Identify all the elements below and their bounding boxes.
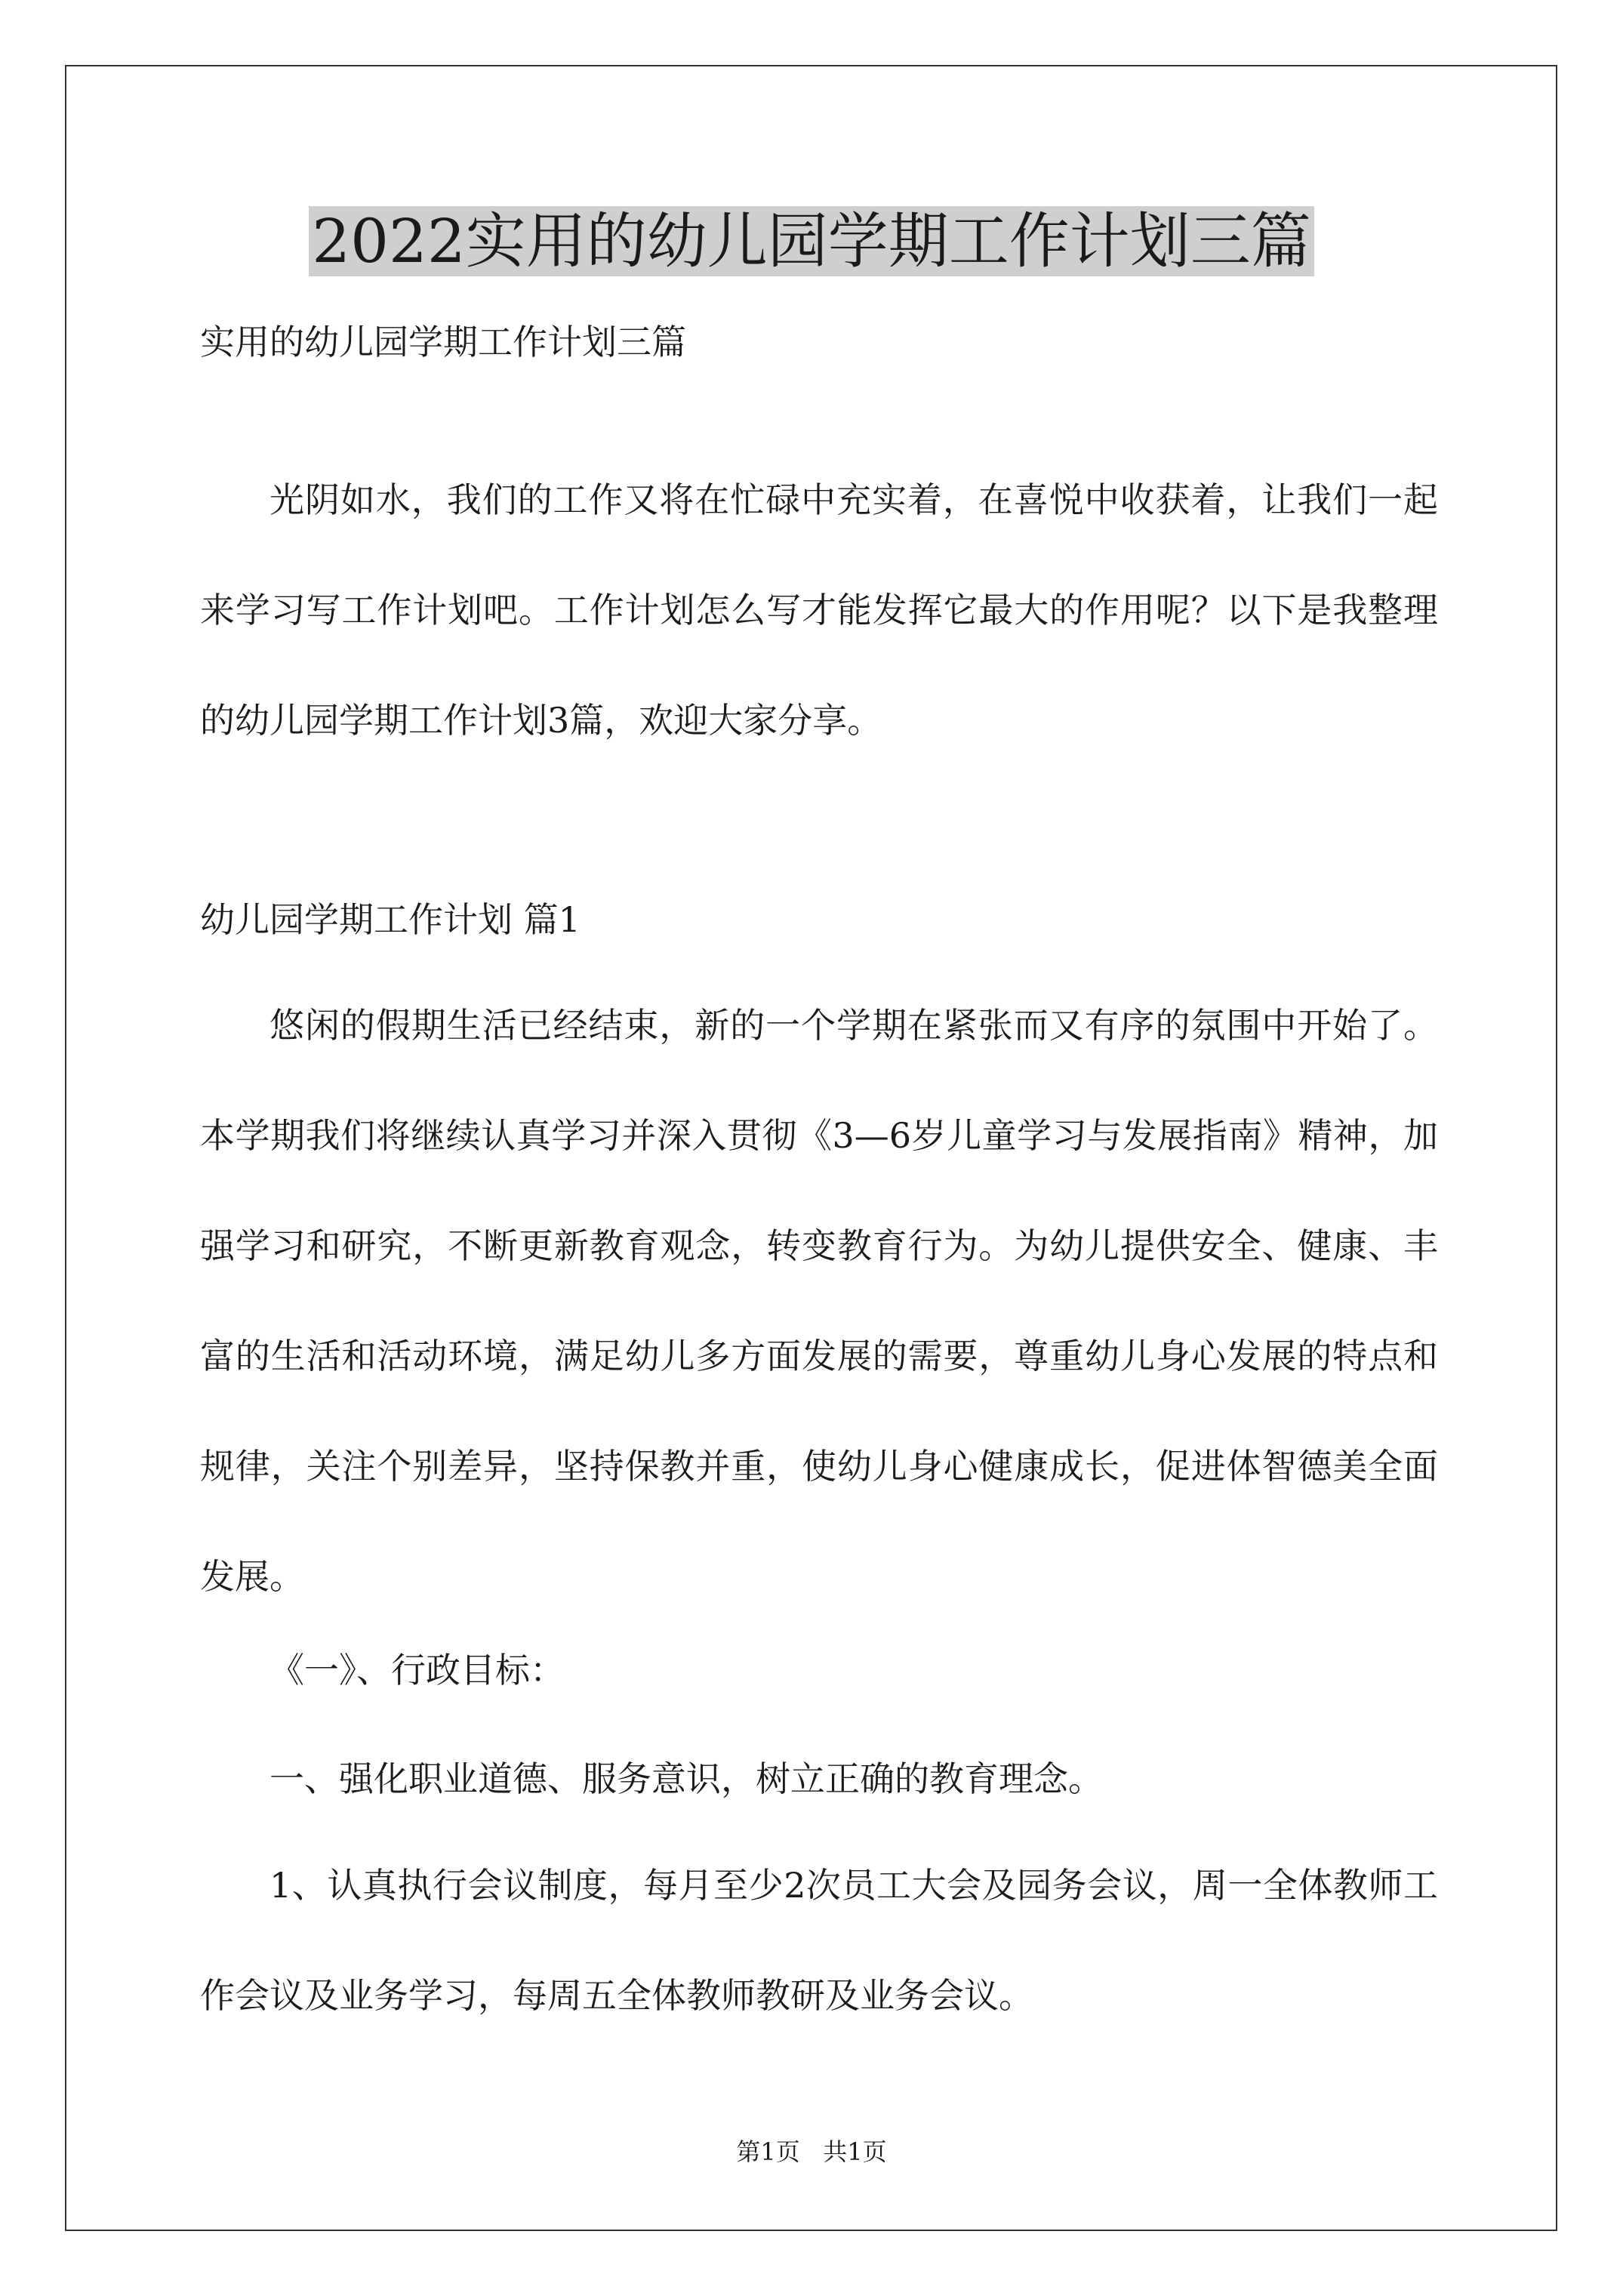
section-body-paragraph: 悠闲的假期生活已经结束，新的一个学期在紧张而又有序的氛围中开始了。本学期我们将继续认真学习并深入贯彻《3—6岁儿童学习与发展指南》精神，加强学习和研究，不断更新教育观念，转变教育行为。为幼儿提供安全、健康、丰富的生活和活动环境，满足幼儿多方面发展的需要，尊重幼儿身心发展的特点和规律，关注个别差异，坚持保教并重，使幼儿身心健康成长，促进体智德美全面发展。 (200, 1005, 1438, 1597)
item-one-paragraph: 1、认真执行会议制度，每月至少2次员工大会及园务会议，周一全体教师工作会议及业务学习，每周五全体教师教研及业务会议。 (200, 1865, 1438, 2016)
admin-goals-heading: 《一》、行政目标： (269, 1650, 565, 1690)
goal-one-paragraph: 一、强化职业道德、服务意识，树立正确的教育理念。 (269, 1758, 1103, 1799)
intro-paragraph: 光阴如水，我们的工作又将在忙碌中充实着，在喜悦中收获着，让我们一起来学习写工作计划吧。工作计划怎么写才能发挥它最大的作用呢？以下是我整理的幼儿园学期工作计划3篇，欢迎大家分享。 (200, 479, 1438, 741)
document-subtitle: 实用的幼儿园学期工作计划三篇 (200, 322, 686, 362)
page-footer: 第1页 共1页 (736, 2137, 887, 2166)
document-title-text: 2022实用的幼儿园学期工作计划三篇 (309, 206, 1314, 276)
document-title (0, 204, 1623, 279)
section-heading: 幼儿园学期工作计划 篇1 (200, 899, 581, 940)
